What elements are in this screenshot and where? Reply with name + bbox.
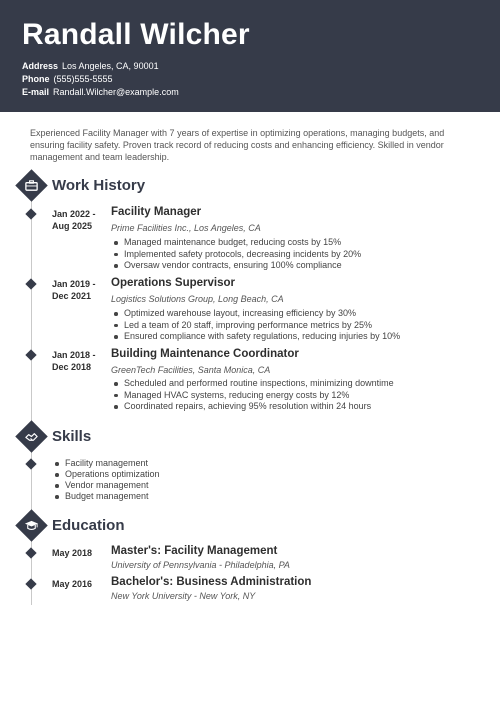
phone-label: Phone	[22, 74, 50, 84]
job-dates	[52, 208, 107, 232]
timeline-dot	[25, 578, 36, 589]
job-title: Facility Manager	[111, 206, 202, 218]
address-label: Address	[22, 61, 59, 71]
address-value: Los Angeles, CA, 90001	[62, 61, 159, 71]
list-item: Vendor management	[52, 480, 160, 491]
contact-phone	[22, 74, 113, 84]
education-date: May 2016	[52, 579, 93, 589]
education-timeline-line	[31, 535, 32, 605]
list-item: Scheduled and performed routine inspections, minimizing downtime	[111, 378, 394, 390]
list-item: Led a team of 20 staff, improving performance metrics by 25%	[111, 320, 400, 332]
skills-list	[52, 458, 160, 502]
list-item: Managed maintenance budget, reducing costs by 15%	[111, 237, 361, 249]
work-history-title: Work History	[52, 177, 146, 194]
list-item: Operations optimization	[52, 469, 160, 480]
graduation-cap-icon	[15, 509, 48, 542]
timeline-dot	[25, 208, 36, 219]
professional-summary: Experienced Facility Manager with 7 years of expertise in optimizing operations, managing budgets, and ensuring facility safety. Proven track record of reducing costs and enhancing efficiency. Skilled in vendor management and team leadership.	[30, 128, 445, 162]
job-bullets	[111, 378, 394, 413]
briefcase-icon	[15, 169, 48, 202]
handshake-icon	[15, 420, 48, 453]
job-date-end: Dec 2018	[52, 362, 92, 372]
job-title: Operations Supervisor	[111, 277, 235, 289]
degree-title: Bachelor's: Business Administration	[111, 576, 312, 588]
email-value: Randall.Wilcher@example.com	[53, 87, 179, 97]
education-date: May 2018	[52, 548, 93, 558]
job-date-end: Dec 2021	[52, 291, 92, 301]
job-company: GreenTech Facilities, Santa Monica, CA	[111, 365, 271, 375]
list-item: Coordinated repairs, achieving 95% resolution within 24 hours	[111, 401, 394, 413]
list-item: Budget management	[52, 491, 160, 502]
school-name: University of Pennsylvania - Philadelphia, PA	[111, 560, 290, 570]
list-item: Implemented safety protocols, decreasing incidents by 20%	[111, 249, 361, 261]
timeline-dot	[25, 278, 36, 289]
job-company: Prime Facilities Inc., Los Angeles, CA	[111, 223, 261, 233]
job-date-start: Jan 2019 -	[52, 279, 96, 289]
timeline-dot	[25, 547, 36, 558]
job-bullets	[111, 237, 361, 272]
phone-value: (555)555-5555	[53, 74, 113, 84]
job-company: Logistics Solutions Group, Long Beach, CA	[111, 294, 284, 304]
job-date-start: Jan 2018 -	[52, 350, 96, 360]
education-title: Education	[52, 517, 125, 534]
resume-header	[0, 0, 500, 112]
timeline-dot	[25, 349, 36, 360]
job-bullets	[111, 308, 400, 343]
list-item: Oversaw vendor contracts, ensuring 100% compliance	[111, 260, 361, 272]
job-dates	[52, 349, 107, 373]
degree-title: Master's: Facility Management	[111, 545, 278, 557]
contact-email	[22, 87, 179, 97]
list-item: Ensured compliance with safety regulations, reducing injuries by 10%	[111, 331, 400, 343]
skills-title: Skills	[52, 428, 92, 445]
contact-address	[22, 61, 159, 71]
list-item: Optimized warehouse layout, increasing efficiency by 30%	[111, 308, 400, 320]
list-item: Facility management	[52, 458, 160, 469]
job-date-start: Jan 2022 -	[52, 209, 96, 219]
job-dates	[52, 278, 107, 302]
list-item: Managed HVAC systems, reducing energy costs by 12%	[111, 390, 394, 402]
job-title: Building Maintenance Coordinator	[111, 348, 299, 360]
email-label: E-mail	[22, 87, 50, 97]
job-date-end: Aug 2025	[52, 221, 93, 231]
timeline-dot	[25, 458, 36, 469]
work-timeline-line	[31, 195, 32, 425]
candidate-name: Randall Wilcher	[22, 18, 250, 51]
school-name: New York University - New York, NY	[111, 591, 256, 601]
